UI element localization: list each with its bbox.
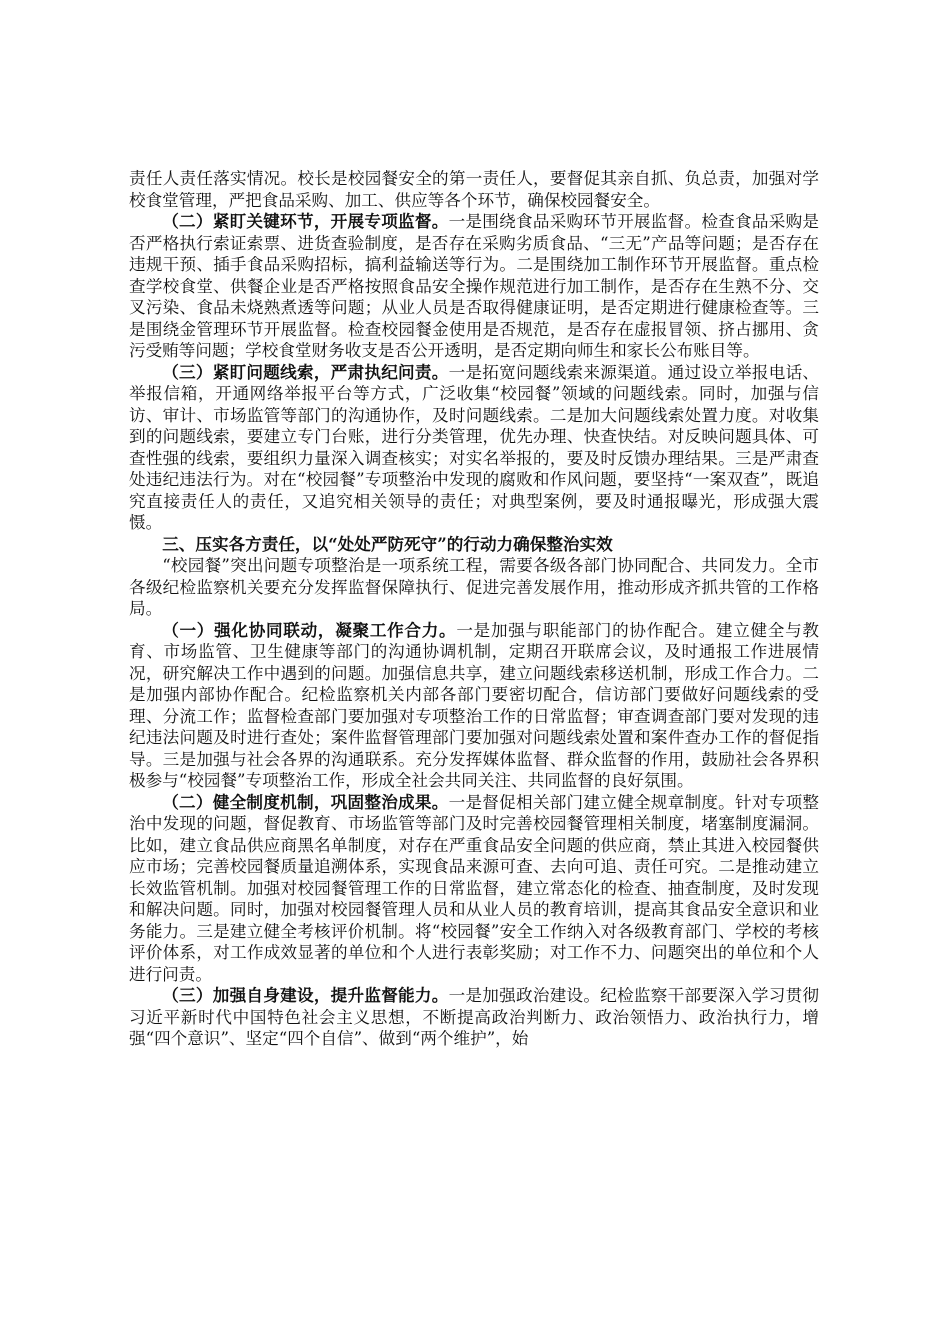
paragraph-collaboration (129, 620, 819, 792)
paragraph-body: “校园餐”突出问题专项整治是一项系统工程，需要各级各部门协同配合、共同发力。全市各级纪检监察机关要充分发挥监督保障执行、促进完善发展作用，推动形成齐抓共管的工作格局。 (129, 556, 819, 618)
paragraph-self-building (129, 985, 819, 1050)
paragraph-section-intro (129, 555, 819, 620)
paragraph-key-links-supervision (129, 211, 819, 362)
paragraph-body: 一是拓宽问题线索来源渠道。通过设立举报电话、举报信箱，开通网络举报平台等方式，广泛收集“校园餐”领域的问题线索。同时，加强与信访、审计、市场监管等部门的沟通协作，及时问题线索。二是加大问题线索处置力度。对收集到的问题线索，要建立专门台账，进行分类管理，优先办理、快查快结。对反映问题具体、可查性强的线索，要组织力量深入调查核实；对实名举报的，要及时反馈办理结果。三是严肃查处违纪违法行为。对在“校园餐”专项整治中发现的腐败和作风问题，要坚持“一案双查”，既追究直接责任人的责任，又追究相关领导的责任；对典型案例，要及时通报曝光，形成强大震慑。 (129, 362, 820, 532)
paragraph-body: 一是加强与职能部门的协作配合。建立健全与教育、市场监管、卫生健康等部门的沟通协调机制，定期召开联席会议，及时通报工作进展情况，研究解决工作中遇到的问题。加强信息共享，建立问题线索移送机制，形成工作合力。二是加强内部协作配合。纪检监察机关内部各部门要密切配合，信访部门要做好问题线索的受理、分流工作；监督检查部门要加强对专项整治工作的日常监督；审查调查部门要对发现的违纪违法问题及时进行查处；案件监督管理部门要加强对问题线索处置和案件查办工作的督促指导。三是加强与社会各界的沟通联系。充分发挥媒体监督、群众监督的作用，鼓励社会各界积极参与“校园餐”专项整治工作，形成全社会共同关注、共同监督的良好氛围。 (129, 620, 820, 790)
paragraph-lead: （二）紧盯关键环节，开展专项监督。 (162, 211, 449, 231)
paragraph-body: 一是加强政治建设。纪检监察干部要深入学习贯彻习近平新时代中国特色社会主义思想，不断提高政治判断力、政治领悟力、政治执行力，增强“四个意识”、坚定“四个自信”、做到“两个维护”，始 (129, 986, 820, 1048)
paragraph-body: 一是围绕食品采购环节开展监督。检查食品采购是否严格执行索证索票、进货查验制度，是否存在采购劣质食品、“三无”产品等问题；是否存在违规干预、插手食品采购招标，搞利益输送等行为。二是围绕加工制作环节开展监督。重点检查学校食堂、供餐企业是否严格按照食品安全操作规范进行加工制作，是否存在生熟不分、交叉污染、食品未烧熟煮透等问题；从业人员是否取得健康证明，是否定期进行健康检查等。三是围绕金管理环节开展监督。检查校园餐金使用是否规范，是否存在虚报冒领、挤占挪用、贪污受贿等问题；学校食堂财务收支是否公开透明，是否定期向师生和家长公布账目等。 (129, 212, 820, 360)
paragraph-body: 责任人责任落实情况。校长是校园餐安全的第一责任人，要督促其亲自抓、负总责，加强对学校食堂管理，严把食品采购、加工、供应等各个环节，确保校园餐安全。 (129, 169, 819, 210)
paragraph-lead: （三）紧盯问题线索，严肃执纪问责。 (162, 361, 449, 382)
section-heading: 三、压实各方责任，以“处处严防死守”的行动力确保整治实效 (162, 533, 613, 554)
paragraph-continuation (129, 168, 819, 211)
paragraph-lead: （二）健全制度机制，巩固整治成果。 (162, 791, 449, 812)
paragraph-lead: （三）加强自身建设，提升监督能力。 (162, 985, 449, 1005)
paragraph-body: 一是督促相关部门建立健全规章制度。针对专项整治中发现的问题，督促教育、市场监管等部门及时完善校园餐管理相关制度，堵塞制度漏洞。比如，建立食品供应商黑名单制度，对存在严重食品安全问题的供应商，禁止其进入校园餐供应市场；完善校园餐质量追溯体系，实现食品来源可查、去向可追、责任可究。二是推动建立长效监管机制。加强对校园餐管理工作的日常监督，建立常态化的检查、抽查制度，及时发现和解决问题。同时，加强对校园餐管理人员和从业人员的教育培训，提高其食品安全意识和业务能力。三是建立健全考核评价机制。将“校园餐”安全工作纳入对各级教育部门、学校的考核评价体系，对工作成效显著的单位和个人进行表彰奖励；对工作不力、问题突出的单位和个人进行问责。 (129, 792, 820, 984)
paragraph-lead: （一）强化协同联动，凝聚工作合力。 (162, 619, 457, 640)
paragraph-problem-clues (129, 362, 819, 534)
document-page (129, 168, 819, 1050)
paragraph-institutions (129, 792, 819, 986)
